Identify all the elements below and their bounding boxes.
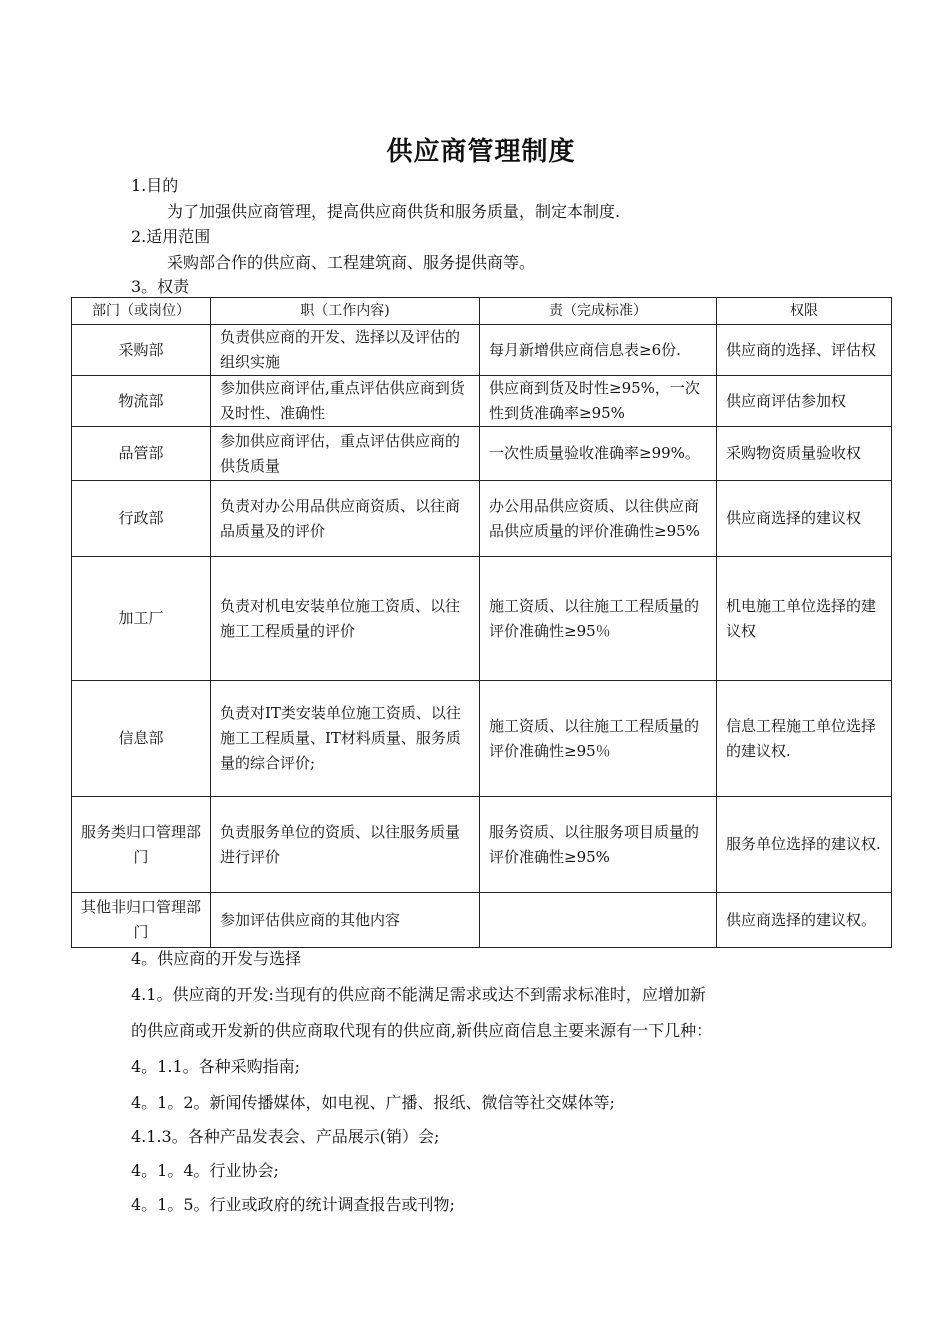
table-row <box>72 427 892 481</box>
table-row <box>72 557 892 681</box>
cell-authority: 信息工程施工单位选择的建议权. <box>717 681 892 797</box>
table-row <box>72 325 892 376</box>
cell-dept: 采购部 <box>72 325 211 376</box>
cell-authority: 供应商评估参加权 <box>717 376 892 427</box>
list-item: 4。1。4。行业协会; <box>131 1161 279 1180</box>
cell-duty: 参加供应商评估，重点评估供应商的供货质量 <box>211 427 480 481</box>
section-4-1-line-1: 4.1。供应商的开发:当现有的供应商不能满足需求或达不到需求标准时，应增加新 <box>131 985 706 1004</box>
header-duty: 职（工作内容) <box>211 298 480 325</box>
cell-standard: 办公用品供应资质、以往供应商品供应质量的评价准确性≥95% <box>480 481 717 557</box>
cell-duty: 负责对机电安装单位施工资质、以往施工工程质量的评价 <box>211 557 480 681</box>
cell-duty: 参加评估供应商的其他内容 <box>211 893 480 948</box>
cell-authority: 机电施工单位选择的建议权 <box>717 557 892 681</box>
cell-standard: 施工资质、以往施工工程质量的评价准确性≥95％ <box>480 681 717 797</box>
cell-authority: 服务单位选择的建议权. <box>717 797 892 893</box>
section-4-1-line-2: 的供应商或开发新的供应商取代现有的供应商,新供应商信息主要来源有一下几种： <box>131 1021 713 1040</box>
cell-dept: 服务类归口管理部门 <box>72 797 211 893</box>
cell-duty: 参加供应商评估,重点评估供应商到货及时性、准确性 <box>211 376 480 427</box>
section-1-heading: 1.目的 <box>131 176 179 195</box>
responsibility-table <box>71 297 892 948</box>
cell-duty: 负责供应商的开发、选择以及评估的组织实施 <box>211 325 480 376</box>
cell-standard: 服务资质、以往服务项目质量的评价准确性≥95% <box>480 797 717 893</box>
table-row <box>72 481 892 557</box>
cell-authority: 供应商的选择、评估权 <box>717 325 892 376</box>
list-item: 4。1。2。新闻传播媒体，如电视、广播、报纸、微信等社交媒体等; <box>131 1093 615 1112</box>
header-authority: 权限 <box>717 298 892 325</box>
section-3-heading: 3。权责 <box>131 277 190 296</box>
cell-dept: 行政部 <box>72 481 211 557</box>
section-4-heading: 4。供应商的开发与选择 <box>131 949 302 968</box>
cell-standard <box>480 893 717 948</box>
document-title: 供应商管理制度 <box>386 137 576 167</box>
cell-standard: 供应商到货及时性≥95%，一次性到货准确率≥95% <box>480 376 717 427</box>
table-row <box>72 376 892 427</box>
table-header-row <box>72 298 892 325</box>
header-standard: 责（完成标准） <box>480 298 717 325</box>
table-row <box>72 681 892 797</box>
list-item: 4。1.1。各种采购指南; <box>131 1057 301 1076</box>
table-row <box>72 797 892 893</box>
cell-authority: 采购物资质量验收权 <box>717 427 892 481</box>
cell-authority: 供应商选择的建议权 <box>717 481 892 557</box>
cell-standard: 一次性质量验收准确率≥99%。 <box>480 427 717 481</box>
list-item: 4。1。5。行业或政府的统计调查报告或刊物; <box>131 1195 455 1214</box>
cell-dept: 加工厂 <box>72 557 211 681</box>
cell-dept: 信息部 <box>72 681 211 797</box>
cell-duty: 负责对IT类安装单位施工资质、以往施工工程质量、IT材料质量、服务质量的综合评价; <box>211 681 480 797</box>
list-item: 4.1.3。各种产品发表会、产品展示(销）会; <box>131 1127 440 1146</box>
cell-duty: 负责对办公用品供应商资质、以往商品质量及的评价 <box>211 481 480 557</box>
cell-duty: 负责服务单位的资质、以往服务质量进行评价 <box>211 797 480 893</box>
cell-standard: 每月新增供应商信息表≥6份. <box>480 325 717 376</box>
cell-dept: 其他非归口管理部门 <box>72 893 211 948</box>
table-row <box>72 893 892 948</box>
cell-dept: 品管部 <box>72 427 211 481</box>
section-1-text: 为了加强供应商管理，提高供应商供货和服务质量，制定本制度. <box>167 202 621 221</box>
cell-dept: 物流部 <box>72 376 211 427</box>
section-2-text: 采购部合作的供应商、工程建筑商、服务提供商等。 <box>167 253 536 272</box>
cell-authority: 供应商选择的建议权。 <box>717 893 892 948</box>
header-dept: 部门（或岗位） <box>72 298 211 325</box>
section-2-heading: 2.适用范围 <box>131 227 211 246</box>
cell-standard: 施工资质、以往施工工程质量的评价准确性≥95％ <box>480 557 717 681</box>
